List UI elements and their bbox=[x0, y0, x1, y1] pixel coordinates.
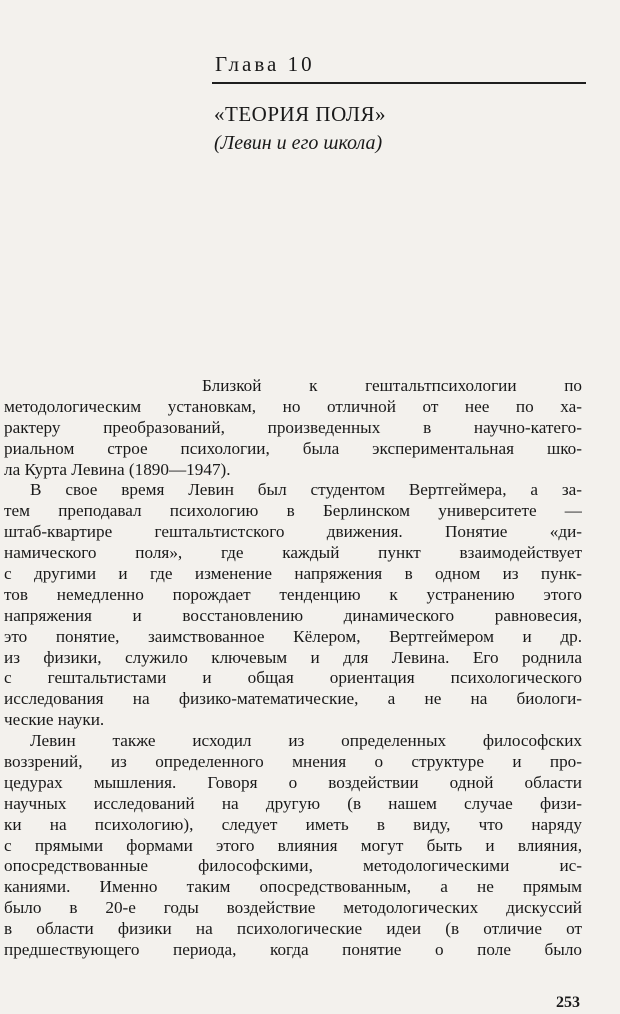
text-line: воззрений, из определенного мнения о структуре и про- bbox=[4, 752, 582, 772]
text-line: ческие науки. bbox=[4, 710, 105, 730]
text-line: цедурах мышления. Говоря о воздействии одной области bbox=[4, 772, 582, 792]
text-line: В свое время Левин был студентом Вертгеймера, а за- bbox=[30, 480, 582, 500]
text-line: Левин также исходил из определенных философских bbox=[30, 731, 582, 751]
text-line: ла Курта Левина (1890—1947). bbox=[4, 459, 231, 479]
text-line: с прямыми формами этого влияния могут быть и влияния, bbox=[4, 835, 582, 855]
text-line: было в 20-е годы воздействие методологических дискуссий bbox=[4, 898, 582, 918]
text-line: риальном строе психологии, была экспериментальная шко- bbox=[4, 438, 582, 458]
text-line: тов немедленно порождает тенденцию к устранению этого bbox=[4, 584, 582, 604]
text-line: методологическим установкам, но отличной от нее по ха- bbox=[4, 396, 582, 416]
text-line: ки на психологию), следует иметь в виду, что наряду bbox=[4, 814, 582, 834]
text-line: Близкой к гештальтпсихологии по bbox=[202, 376, 582, 395]
text-line: напряжения и восстановлению динамического равновесия, bbox=[4, 605, 582, 625]
text-line: из физики, служило ключевым и для Левина. Его роднила bbox=[4, 647, 582, 667]
text-line: предшествующего периода, когда понятие о поле было bbox=[4, 940, 582, 960]
text-line: намического поля», где каждый пункт взаимодействует bbox=[4, 543, 582, 563]
text-line: штаб-квартире гештальтистского движения. Понятие «ди- bbox=[4, 522, 582, 542]
text-line: это понятие, заимствованное Кёлером, Вертгеймером и др. bbox=[4, 626, 582, 646]
body-text bbox=[4, 376, 582, 961]
text-line: опосредствованные философскими, методологическими ис- bbox=[4, 856, 582, 876]
text-line: каниями. Именно таким опосредствованным, а не прямым bbox=[4, 877, 582, 897]
chapter-subtitle: (Левин и его школа) bbox=[214, 132, 383, 154]
chapter-rule bbox=[212, 82, 586, 84]
text-line: с гештальтистами и общая ориентация психологического bbox=[4, 668, 582, 688]
text-line: в области физики на психологические идеи (в отличие от bbox=[4, 919, 582, 939]
chapter-label: Глава 10 bbox=[215, 52, 315, 76]
text-line: тем преподавал психологию в Берлинском университете — bbox=[4, 501, 582, 521]
text-line: научных исследований на другую (в нашем случае физи- bbox=[4, 793, 582, 813]
text-line: с другими и где изменение напряжения в одном из пунк- bbox=[4, 564, 582, 584]
chapter-title: «ТЕОРИЯ ПОЛЯ» bbox=[214, 102, 386, 126]
text-line: рактеру преобразований, произведенных в научно-катего- bbox=[4, 417, 582, 437]
text-line: исследования на физико-математические, а не на биологи- bbox=[4, 689, 582, 709]
page-number: 253 bbox=[556, 994, 580, 1011]
